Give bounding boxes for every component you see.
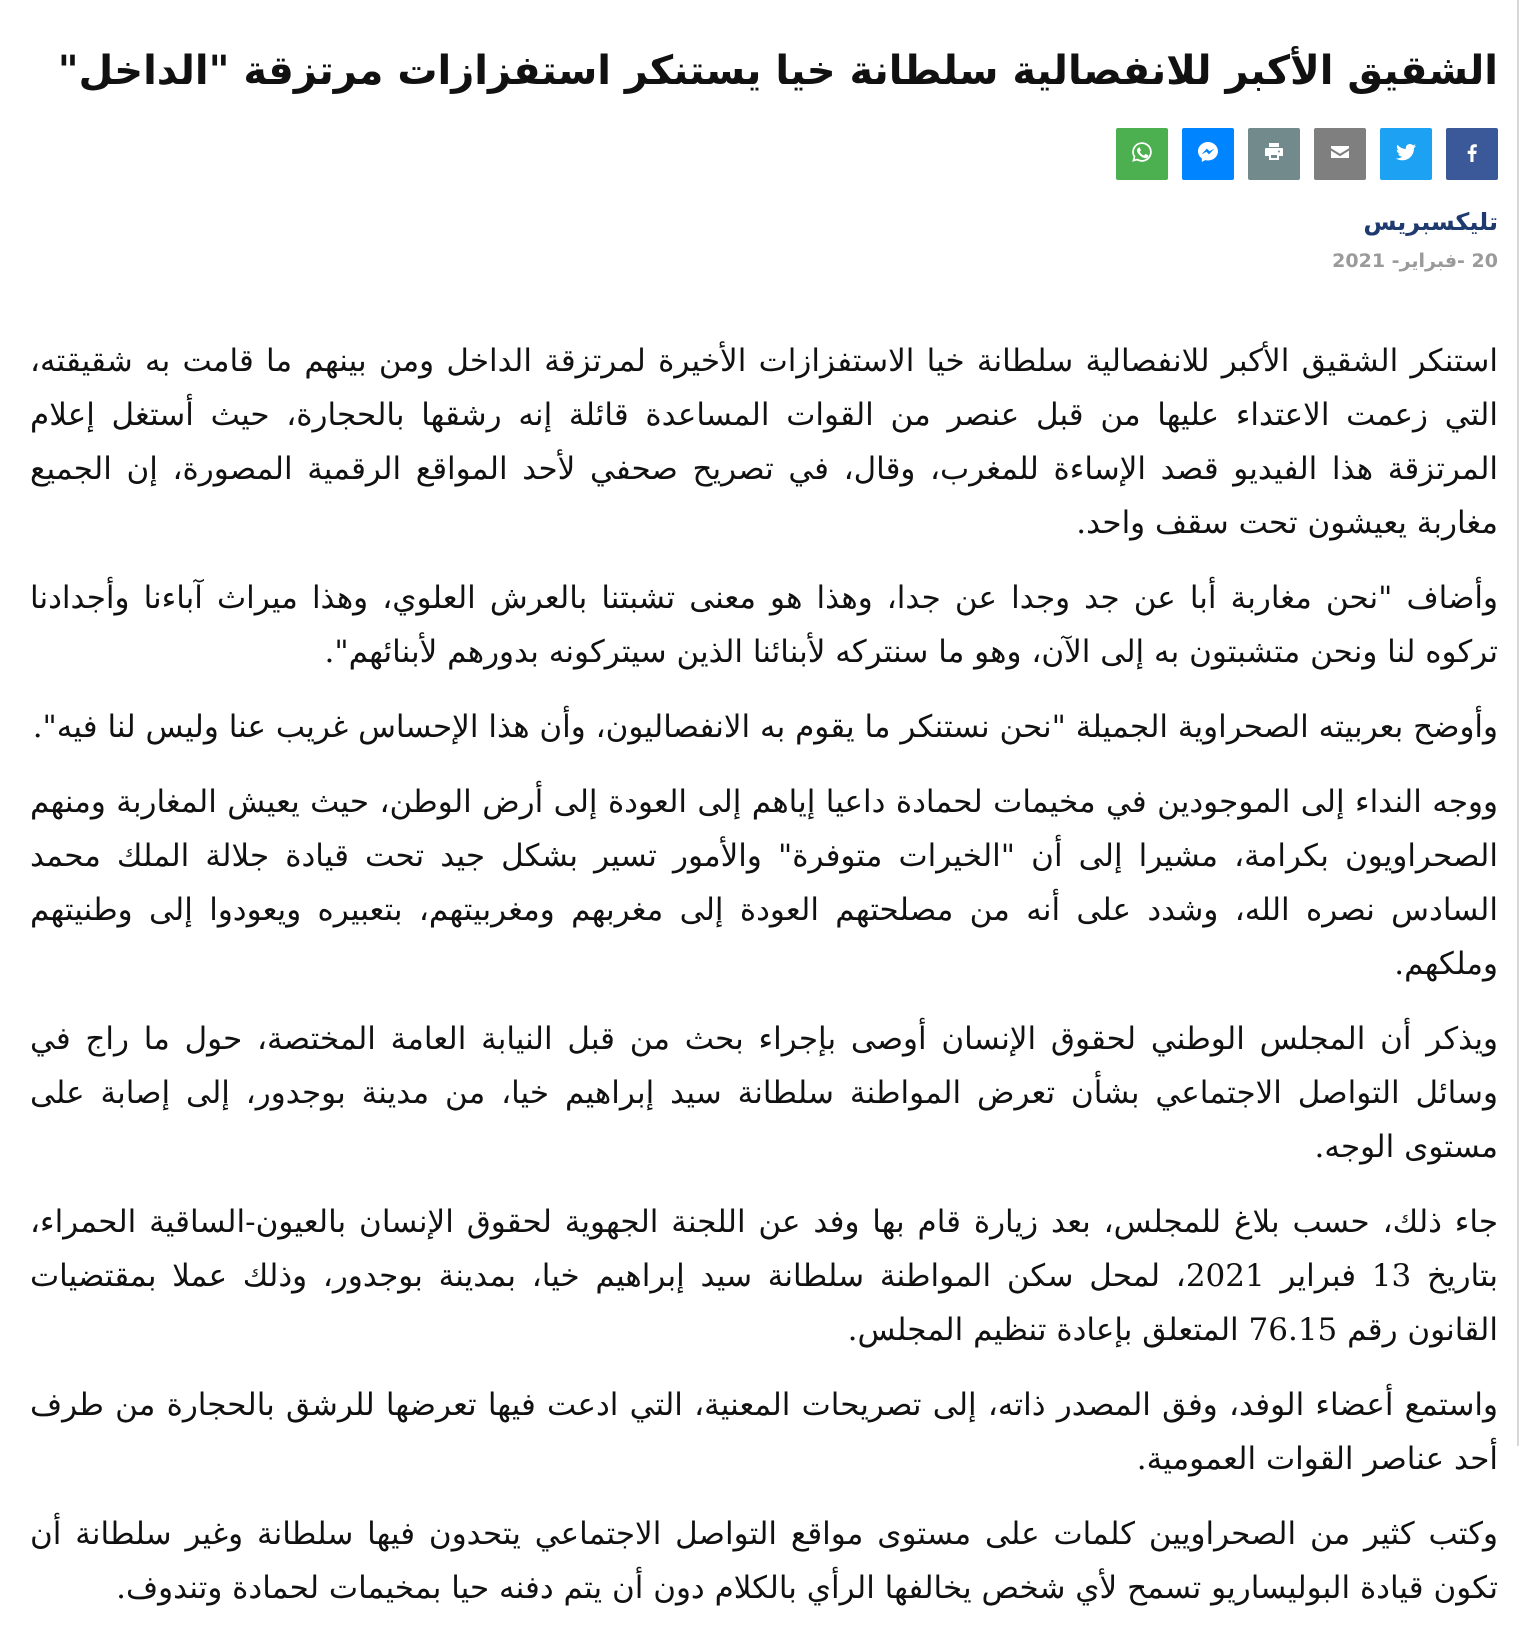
paragraph: وكتب كثير من الصحراويين كلمات على مستوى مواقع التواصل الاجتماعي يتحدون فيها سلطانة وغير سلطانة أن تكون قيادة البوليساريو تسمح لأي شخص يخالفها الرأي بالكلام دون أن يتم دفنه حيا بمخيمات لحمادة وتندوف. bbox=[30, 1516, 1498, 1606]
whatsapp-share-button[interactable] bbox=[1116, 128, 1168, 180]
paragraph: وأوضح بعربيته الصحراوية الجميلة "نحن نستنكر ما يقوم به الانفصاليون، وأن هذا الإحساس غريب عنا وليس لنا فيه". bbox=[32, 709, 1498, 745]
share-buttons bbox=[30, 128, 1498, 180]
whatsapp-icon bbox=[1130, 140, 1154, 168]
twitter-share-button[interactable] bbox=[1380, 128, 1432, 180]
paragraph: وأضاف "نحن مغاربة أبا عن جد وجدا عن جدا، وهذا هو معنى تشبتنا بالعرش العلوي، وهذا ميراث آباءنا وأجدادنا تركوه لنا ونحن متشبتون به إلى الآن، وهو ما سنتركه لأبنائنا الذين سيتركونه بدورهم لأبنائهم". bbox=[30, 580, 1498, 670]
paragraph: جاء ذلك، حسب بلاغ للمجلس، بعد زيارة قام بها وفد عن اللجنة الجهوية لحقوق الإنسان بالعيون-الساقية الحمراء، بتاريخ 13 فبراير 2021، لمحل سكن المواطنة سلطانة سيد إبراهيم خيا، بمدينة بوجدور، وذلك عملا بمقتضيات القانون رقم 76.15 المتعلق بإعادة تنظيم المجلس. bbox=[30, 1204, 1498, 1348]
facebook-icon bbox=[1460, 140, 1484, 168]
twitter-icon bbox=[1394, 140, 1418, 168]
messenger-icon bbox=[1196, 140, 1220, 168]
article bbox=[30, 40, 1498, 1636]
article-body bbox=[30, 334, 1498, 1615]
article-source[interactable]: تليكسبريس bbox=[1363, 208, 1498, 236]
paragraph: استنكر الشقيق الأكبر للانفصالية سلطانة خيا الاستفزازات الأخيرة لمرتزقة الداخل ومن بينهم ما قامت به شقيقته، التي زعمت الاعتداء عليها من قبل عنصر من القوات المساعدة قائلة إنه رشقها بالحجارة، حيث أستغل إعلام المرتزقة هذا الفيديو قصد الإساءة للمغرب، وقال، في تصريح صحفي لأحد المواقع الرقمية المصورة، إن الجميع مغاربة يعيشون تحت سقف واحد. bbox=[30, 343, 1498, 541]
print-share-button[interactable] bbox=[1248, 128, 1300, 180]
print-icon bbox=[1262, 140, 1286, 168]
article-date: 20 -فبراير- 2021 bbox=[1332, 250, 1498, 272]
email-share-button[interactable] bbox=[1314, 128, 1366, 180]
facebook-share-button[interactable] bbox=[1446, 128, 1498, 180]
article-title: الشقيق الأكبر للانفصالية سلطانة خيا يستنكر استفزازات مرتزقة "الداخل" bbox=[57, 48, 1498, 94]
paragraph: ووجه النداء إلى الموجودين في مخيمات لحمادة داعيا إياهم إلى العودة إلى أرض الوطن، حيث يعيش المغاربة ومنهم الصحراويون بكرامة، مشيرا إلى أن "الخيرات متوفرة" والأمور تسير بشكل جيد تحت قيادة جلالة الملك محمد السادس نصره الله، وشدد على أنه من مصلحتهم العودة إلى مغربهم ومغربيتهم، بتعبيره ويعودوا إلى وطنيتهم وملكهم. bbox=[30, 784, 1498, 982]
paragraph: واستمع أعضاء الوفد، وفق المصدر ذاته، إلى تصريحات المعنية، التي ادعت فيها تعرضها للرشق بالحجارة من طرف أحد عناصر القوات العمومية. bbox=[30, 1387, 1498, 1477]
email-icon bbox=[1328, 140, 1352, 168]
messenger-share-button[interactable] bbox=[1182, 128, 1234, 180]
paragraph: ويذكر أن المجلس الوطني لحقوق الإنسان أوصى بإجراء بحث من قبل النيابة العامة المختصة، حول ما راج في وسائل التواصل الاجتماعي بشأن تعرض المواطنة سلطانة سيد إبراهيم خيا، من مدينة بوجدور، إلى إصابة على مستوى الوجه. bbox=[30, 1021, 1498, 1165]
